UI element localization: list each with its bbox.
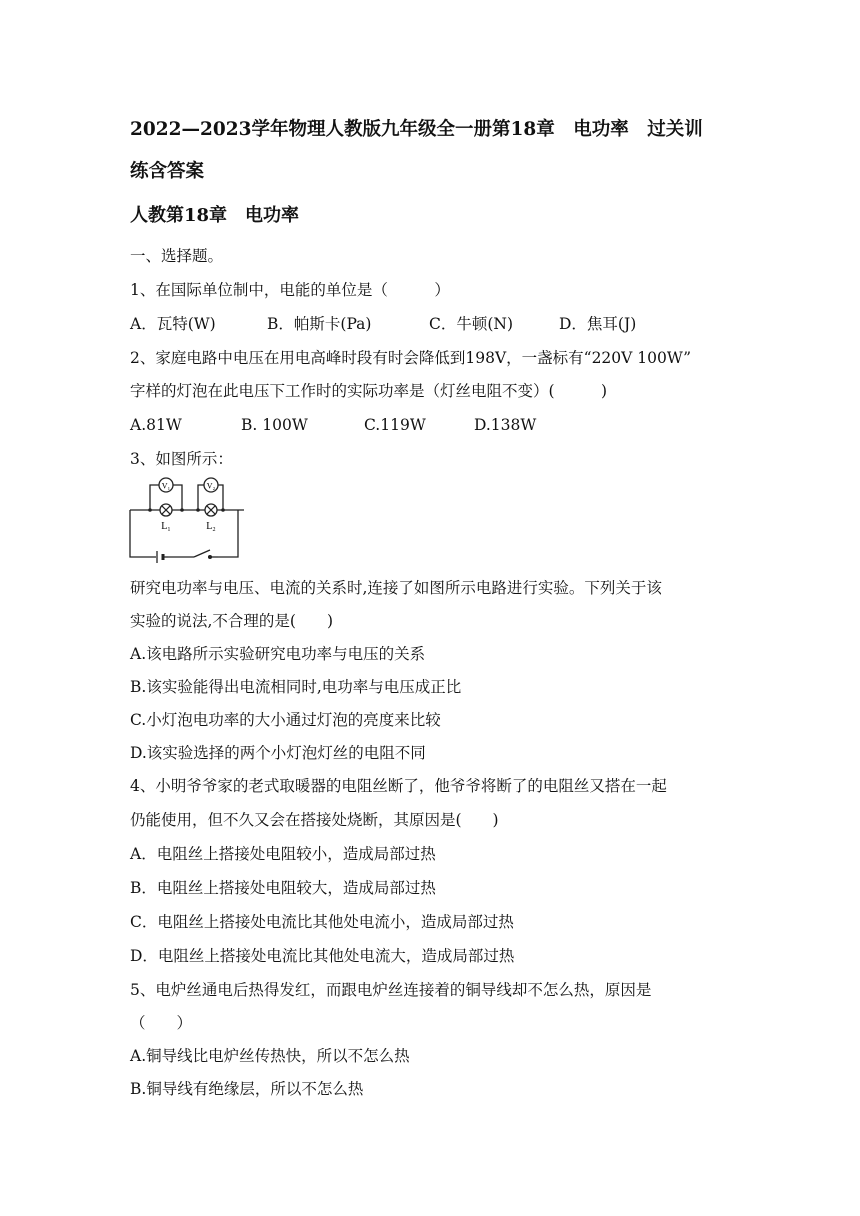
q1-option-a: A．瓦特(W) — [130, 315, 216, 333]
q3-option-a: A.该电路所示实验研究电功率与电压的关系 — [130, 645, 426, 663]
lamp-l1 — [160, 504, 172, 532]
q4-option-c: C．电阻丝上搭接处电流比其他处电流小，造成局部过热 — [130, 913, 514, 931]
circuit-components — [126, 473, 244, 563]
q5-stem-line1: 5、电炉丝通电后热得发红，而跟电炉丝连接着的铜导线却不怎么热，原因是 — [130, 981, 652, 999]
q3-option-b: B.该实验能得出电流相同时,电功率与电压成正比 — [130, 678, 462, 696]
battery-symbol — [157, 551, 168, 563]
lamp-l2 — [205, 504, 217, 532]
q5-option-a: A.铜导线比电炉丝传热快，所以不怎么热 — [130, 1047, 410, 1065]
section-heading: 一、选择题。 — [130, 247, 224, 265]
chapter-heading: 人教第18章 电功率 — [130, 205, 300, 226]
q1-option-c: C．牛顿(N) — [429, 315, 514, 333]
q3-option-c: C.小灯泡电功率的大小通过灯泡的亮度来比较 — [130, 711, 441, 729]
lamp-l2-label: L₂ — [206, 521, 216, 532]
q5-stem-line2: （ ） — [130, 1014, 193, 1032]
lamp-l1-label: L₁ — [161, 521, 171, 532]
q4-stem-line1: 4、小明爷爷家的老式取暖器的电阻丝断了，他爷爷将断了的电阻丝又搭在一起 — [130, 777, 667, 795]
q2-option-a: A.81W — [130, 416, 182, 434]
q3-option-d: D.该实验选择的两个小灯泡灯丝的电阻不同 — [130, 744, 426, 762]
q5-option-b: B.铜导线有绝缘层，所以不怎么热 — [130, 1080, 364, 1098]
q1-option-b: B．帕斯卡(Pa) — [267, 315, 372, 333]
q4-option-a: A．电阻丝上搭接处电阻较小，造成局部过热 — [130, 845, 436, 863]
q2-option-b: B. 100W — [241, 416, 308, 434]
q3-stem: 3、如图所示： — [130, 450, 233, 468]
voltmeter-v1 — [159, 478, 173, 492]
q2-option-c: C.119W — [364, 416, 426, 434]
q1-option-d: D．焦耳(J) — [559, 315, 637, 333]
q4-option-d: D．电阻丝上搭接处电流比其他处电流大，造成局部过热 — [130, 947, 515, 965]
voltmeter-v2 — [204, 478, 218, 492]
q3-text-line1: 研究电功率与电压、电流的关系时,连接了如图所示电路进行实验。下列关于该 — [130, 579, 662, 597]
q2-option-d: D.138W — [474, 416, 537, 434]
q3-text-line2: 实验的说法,不合理的是( ) — [130, 612, 334, 630]
q4-stem-line2: 仍能使用，但不久又会在搭接处烧断，其原因是( ) — [130, 811, 499, 829]
q4-option-b: B．电阻丝上搭接处电阻较大，造成局部过热 — [130, 879, 436, 897]
voltmeter-v2-label: V₂ — [206, 481, 216, 491]
q2-stem-line1: 2、家庭电路中电压在用电高峰时段有时会降低到198V，一盏标有“220V 100W” — [130, 349, 691, 367]
q2-options — [130, 413, 536, 437]
voltmeter-v1-label: V₁ — [161, 481, 171, 491]
q1-stem: 1、在国际单位制中，电能的单位是（ ） — [130, 281, 450, 299]
q1-options — [130, 312, 636, 336]
q2-stem-line2: 字样的灯泡在此电压下工作时的实际功率是（灯丝电阻不变）( ) — [130, 382, 608, 400]
switch-symbol — [194, 550, 218, 558]
document-title-line2: 练含答案 — [130, 161, 205, 182]
document-title-line1: 2022—2023学年物理人教版九年级全一册第18章 电功率 过关训 — [130, 119, 703, 140]
